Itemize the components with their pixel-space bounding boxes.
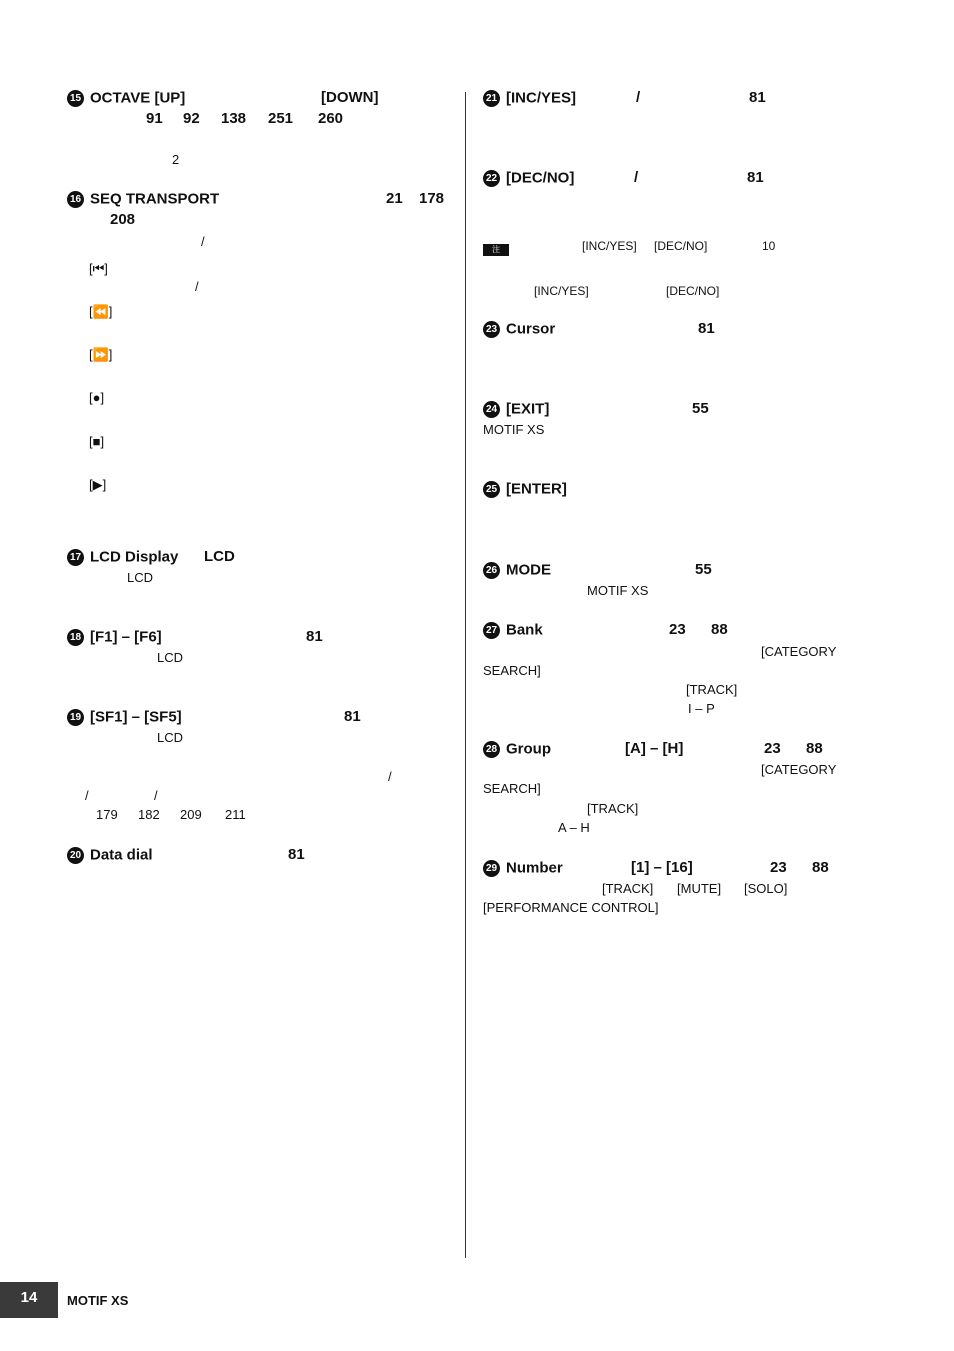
mode-sub: MOTIF XS bbox=[587, 583, 649, 598]
f1-f6-heading: 18 [F1] – [F6] bbox=[67, 629, 162, 646]
slash: / bbox=[201, 234, 205, 249]
bank-text: [CATEGORY bbox=[761, 644, 837, 659]
page-ref: 208 bbox=[110, 211, 136, 228]
item-number-badge: 20 bbox=[67, 847, 84, 864]
number-text: [PERFORMANCE CONTROL] bbox=[483, 900, 659, 915]
note-text: [DEC/NO] bbox=[654, 239, 708, 253]
note-text: [DEC/NO] bbox=[666, 284, 720, 298]
exit-sub: MOTIF XS bbox=[483, 422, 545, 437]
number-keys: [1] – [16] bbox=[631, 859, 693, 876]
data-dial-heading: 20 Data dial bbox=[67, 847, 153, 864]
page-ref: 81 bbox=[288, 846, 305, 863]
page-ref: 55 bbox=[692, 400, 709, 417]
slash: / bbox=[636, 89, 641, 106]
octave-down-label: [DOWN] bbox=[321, 89, 379, 106]
page-ref: 211 bbox=[225, 807, 246, 822]
forward-button-icon: [⏩] bbox=[89, 347, 113, 362]
page-ref: 21 bbox=[386, 190, 403, 207]
page-ref: 81 bbox=[698, 320, 715, 337]
group-text: [CATEGORY bbox=[761, 762, 837, 777]
page-ref: 138 bbox=[221, 110, 247, 127]
group-keys: [A] – [H] bbox=[625, 740, 684, 757]
dec-no-heading: 22 [DEC/NO] bbox=[483, 170, 574, 187]
play-button-icon: [▶] bbox=[89, 477, 107, 492]
page-ref: 251 bbox=[268, 110, 294, 127]
note-text: 10 bbox=[762, 239, 776, 253]
footer-brand: MOTIF XS bbox=[67, 1293, 129, 1308]
page-ref: 81 bbox=[306, 628, 323, 645]
group-text: [TRACK] bbox=[587, 801, 639, 816]
slash: / bbox=[388, 769, 392, 784]
octave-extra: 2 bbox=[172, 152, 180, 167]
slash: / bbox=[154, 788, 158, 803]
item-number-badge: 19 bbox=[67, 709, 84, 726]
number-heading: 29 Number bbox=[483, 860, 563, 877]
item-number-badge: 17 bbox=[67, 549, 84, 566]
bank-text: [TRACK] bbox=[686, 682, 738, 697]
inc-yes-heading: 21 [INC/YES] bbox=[483, 90, 576, 107]
lcd-heading: 17 LCD Display bbox=[67, 549, 178, 566]
stop-button-icon: [■] bbox=[89, 434, 105, 449]
top-button-icon: [⏮] bbox=[89, 261, 108, 276]
item-number-badge: 18 bbox=[67, 629, 84, 646]
octave-heading: 15 OCTAVE [UP] bbox=[67, 90, 185, 107]
item-number-badge: 25 bbox=[483, 481, 500, 498]
rewind-button-icon: [⏪] bbox=[89, 304, 113, 319]
record-button-icon: [●] bbox=[89, 390, 105, 405]
f1-f6-sub: LCD bbox=[157, 650, 184, 665]
page-ref: 92 bbox=[183, 110, 200, 127]
item-number-badge: 16 bbox=[67, 191, 84, 208]
page-ref: 91 bbox=[146, 110, 163, 127]
group-text: SEARCH] bbox=[483, 781, 541, 796]
page-number: 14 bbox=[0, 1282, 58, 1318]
page-ref: 81 bbox=[747, 169, 764, 186]
item-number-badge: 23 bbox=[483, 321, 500, 338]
number-text: [TRACK] bbox=[602, 881, 654, 896]
slash: / bbox=[85, 788, 89, 803]
note-text: [INC/YES] bbox=[534, 284, 589, 298]
page-ref: 23 bbox=[669, 621, 686, 638]
bank-heading: 27 Bank bbox=[483, 622, 543, 639]
slash: / bbox=[634, 169, 639, 186]
page-ref: 88 bbox=[812, 859, 829, 876]
item-number-badge: 29 bbox=[483, 860, 500, 877]
item-number-badge: 24 bbox=[483, 401, 500, 418]
group-text: A – H bbox=[558, 820, 590, 835]
page-ref: 55 bbox=[695, 561, 712, 578]
page-ref: 81 bbox=[749, 89, 766, 106]
page-ref: 209 bbox=[180, 807, 202, 822]
enter-heading: 25 [ENTER] bbox=[483, 481, 567, 498]
note-icon: 注 bbox=[483, 244, 509, 256]
cursor-heading: 23 Cursor bbox=[483, 321, 555, 338]
page-ref: 81 bbox=[344, 708, 361, 725]
number-text: [MUTE] bbox=[677, 881, 722, 896]
item-number-badge: 28 bbox=[483, 741, 500, 758]
item-number-badge: 22 bbox=[483, 170, 500, 187]
sf-sub: LCD bbox=[157, 730, 184, 745]
group-heading: 28 Group bbox=[483, 741, 551, 758]
lcd-sub: LCD bbox=[127, 570, 154, 585]
page-ref: 182 bbox=[138, 807, 160, 822]
exit-heading: 24 [EXIT] bbox=[483, 401, 549, 418]
note-text: [INC/YES] bbox=[582, 239, 637, 253]
item-number-badge: 21 bbox=[483, 90, 500, 107]
page-ref: 23 bbox=[764, 740, 781, 757]
page-ref: 88 bbox=[711, 621, 728, 638]
page-ref: 88 bbox=[806, 740, 823, 757]
number-text: [SOLO] bbox=[744, 881, 788, 896]
seq-transport-heading: 16 SEQ TRANSPORT bbox=[67, 191, 219, 208]
sf1-sf5-heading: 19 [SF1] – [SF5] bbox=[67, 709, 182, 726]
page-ref: 179 bbox=[96, 807, 118, 822]
lcd-heading-2: LCD bbox=[204, 548, 235, 565]
bank-text: SEARCH] bbox=[483, 663, 541, 678]
page-ref: 178 bbox=[419, 190, 445, 207]
item-number-badge: 15 bbox=[67, 90, 84, 107]
mode-heading: 26 MODE bbox=[483, 562, 551, 579]
item-number-badge: 27 bbox=[483, 622, 500, 639]
bank-text: I – P bbox=[688, 701, 715, 716]
page-ref: 23 bbox=[770, 859, 787, 876]
page-ref: 260 bbox=[318, 110, 344, 127]
item-number-badge: 26 bbox=[483, 562, 500, 579]
slash: / bbox=[195, 279, 199, 294]
column-divider bbox=[465, 92, 466, 1258]
